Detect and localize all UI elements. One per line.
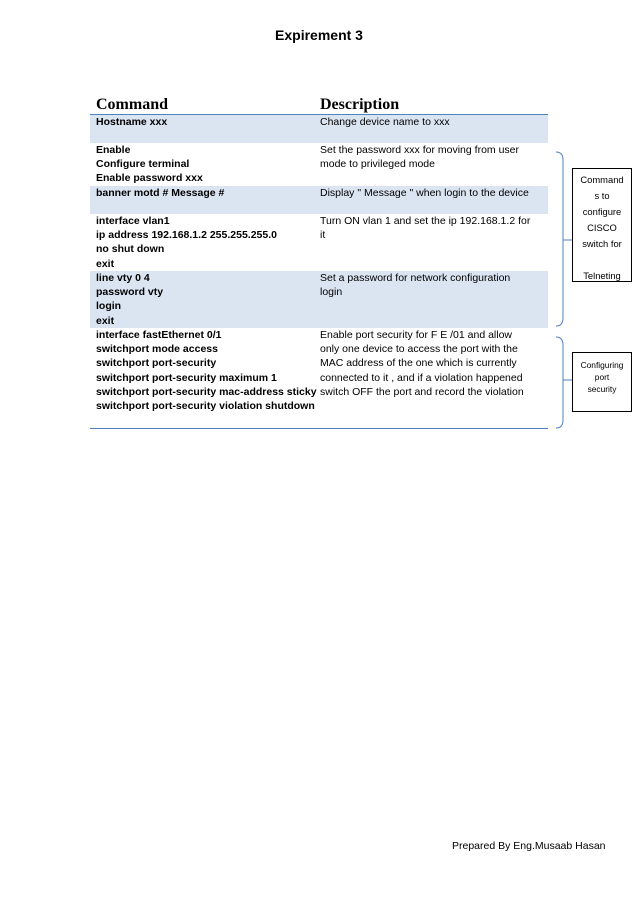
command-line: login [96, 300, 122, 313]
note-line: switch for [582, 238, 622, 249]
note-line: port [594, 372, 610, 382]
header-command: Command [96, 96, 169, 113]
command-line: line vty 0 4 [96, 272, 150, 284]
command-line: Enable [96, 144, 131, 156]
port-security-note-box [572, 352, 632, 412]
command-line: switchport port-security mac-address sticky [96, 385, 317, 398]
command-line: password vty [96, 286, 164, 299]
description-line: connected to it , and if a violation happened [320, 371, 523, 384]
command-line: interface vlan1 [96, 215, 170, 227]
port-security-brace [556, 337, 563, 428]
description-line: mode to privileged mode [320, 158, 435, 171]
description-line: Turn ON vlan 1 and set the ip 192.168.1.2 for [320, 215, 531, 227]
command-line: Enable password xxx [96, 172, 203, 185]
command-line: interface fastEthernet 0/1 [96, 329, 222, 341]
description-line: switch OFF the port and record the violation [320, 385, 524, 398]
note-line: security [587, 384, 617, 394]
description-line: only one device to access the port with the [320, 343, 518, 356]
page-title: Expirement 3 [275, 27, 363, 43]
command-line: exit [96, 314, 115, 327]
description-line: login [320, 286, 343, 299]
footer-credit: Prepared By Eng.Musaab Hasan [452, 840, 606, 852]
command-line: Configure terminal [96, 158, 190, 171]
command-line: switchport port-security violation shutdown [96, 400, 315, 413]
command-line: switchport mode access [96, 343, 218, 356]
description-line: Change device name to xxx [320, 116, 450, 128]
command-line: banner motd # Message # [96, 187, 225, 199]
note-line: Command [580, 174, 624, 185]
telnet-brace [556, 152, 563, 326]
note-line [573, 252, 631, 268]
command-line: Hostname xxx [96, 116, 168, 128]
description-line: Set the password xxx for moving from user [320, 144, 519, 156]
command-line: switchport port-security maximum 1 [96, 371, 277, 384]
description-line: Enable port security for F E /01 and allow [320, 329, 513, 341]
note-line: Configuring [580, 360, 624, 370]
note-line: Telneting [583, 270, 621, 281]
command-line: exit [96, 257, 115, 270]
command-line: ip address 192.168.1.2 255.255.255.0 [96, 229, 277, 242]
description-line: MAC address of the one which is currently [320, 357, 517, 370]
header-description: Description [320, 96, 400, 113]
note-line: s to [594, 190, 610, 201]
description-line: Display " Message " when login to the device [320, 187, 529, 199]
telnet-note-box [572, 168, 632, 282]
description-line: Set a password for network configuration [320, 272, 511, 284]
note-line: CISCO [587, 222, 617, 233]
command-line: switchport port-security [96, 357, 217, 370]
note-line: configure [582, 206, 622, 217]
command-line: no shut down [96, 243, 165, 256]
description-line: it [320, 229, 326, 242]
